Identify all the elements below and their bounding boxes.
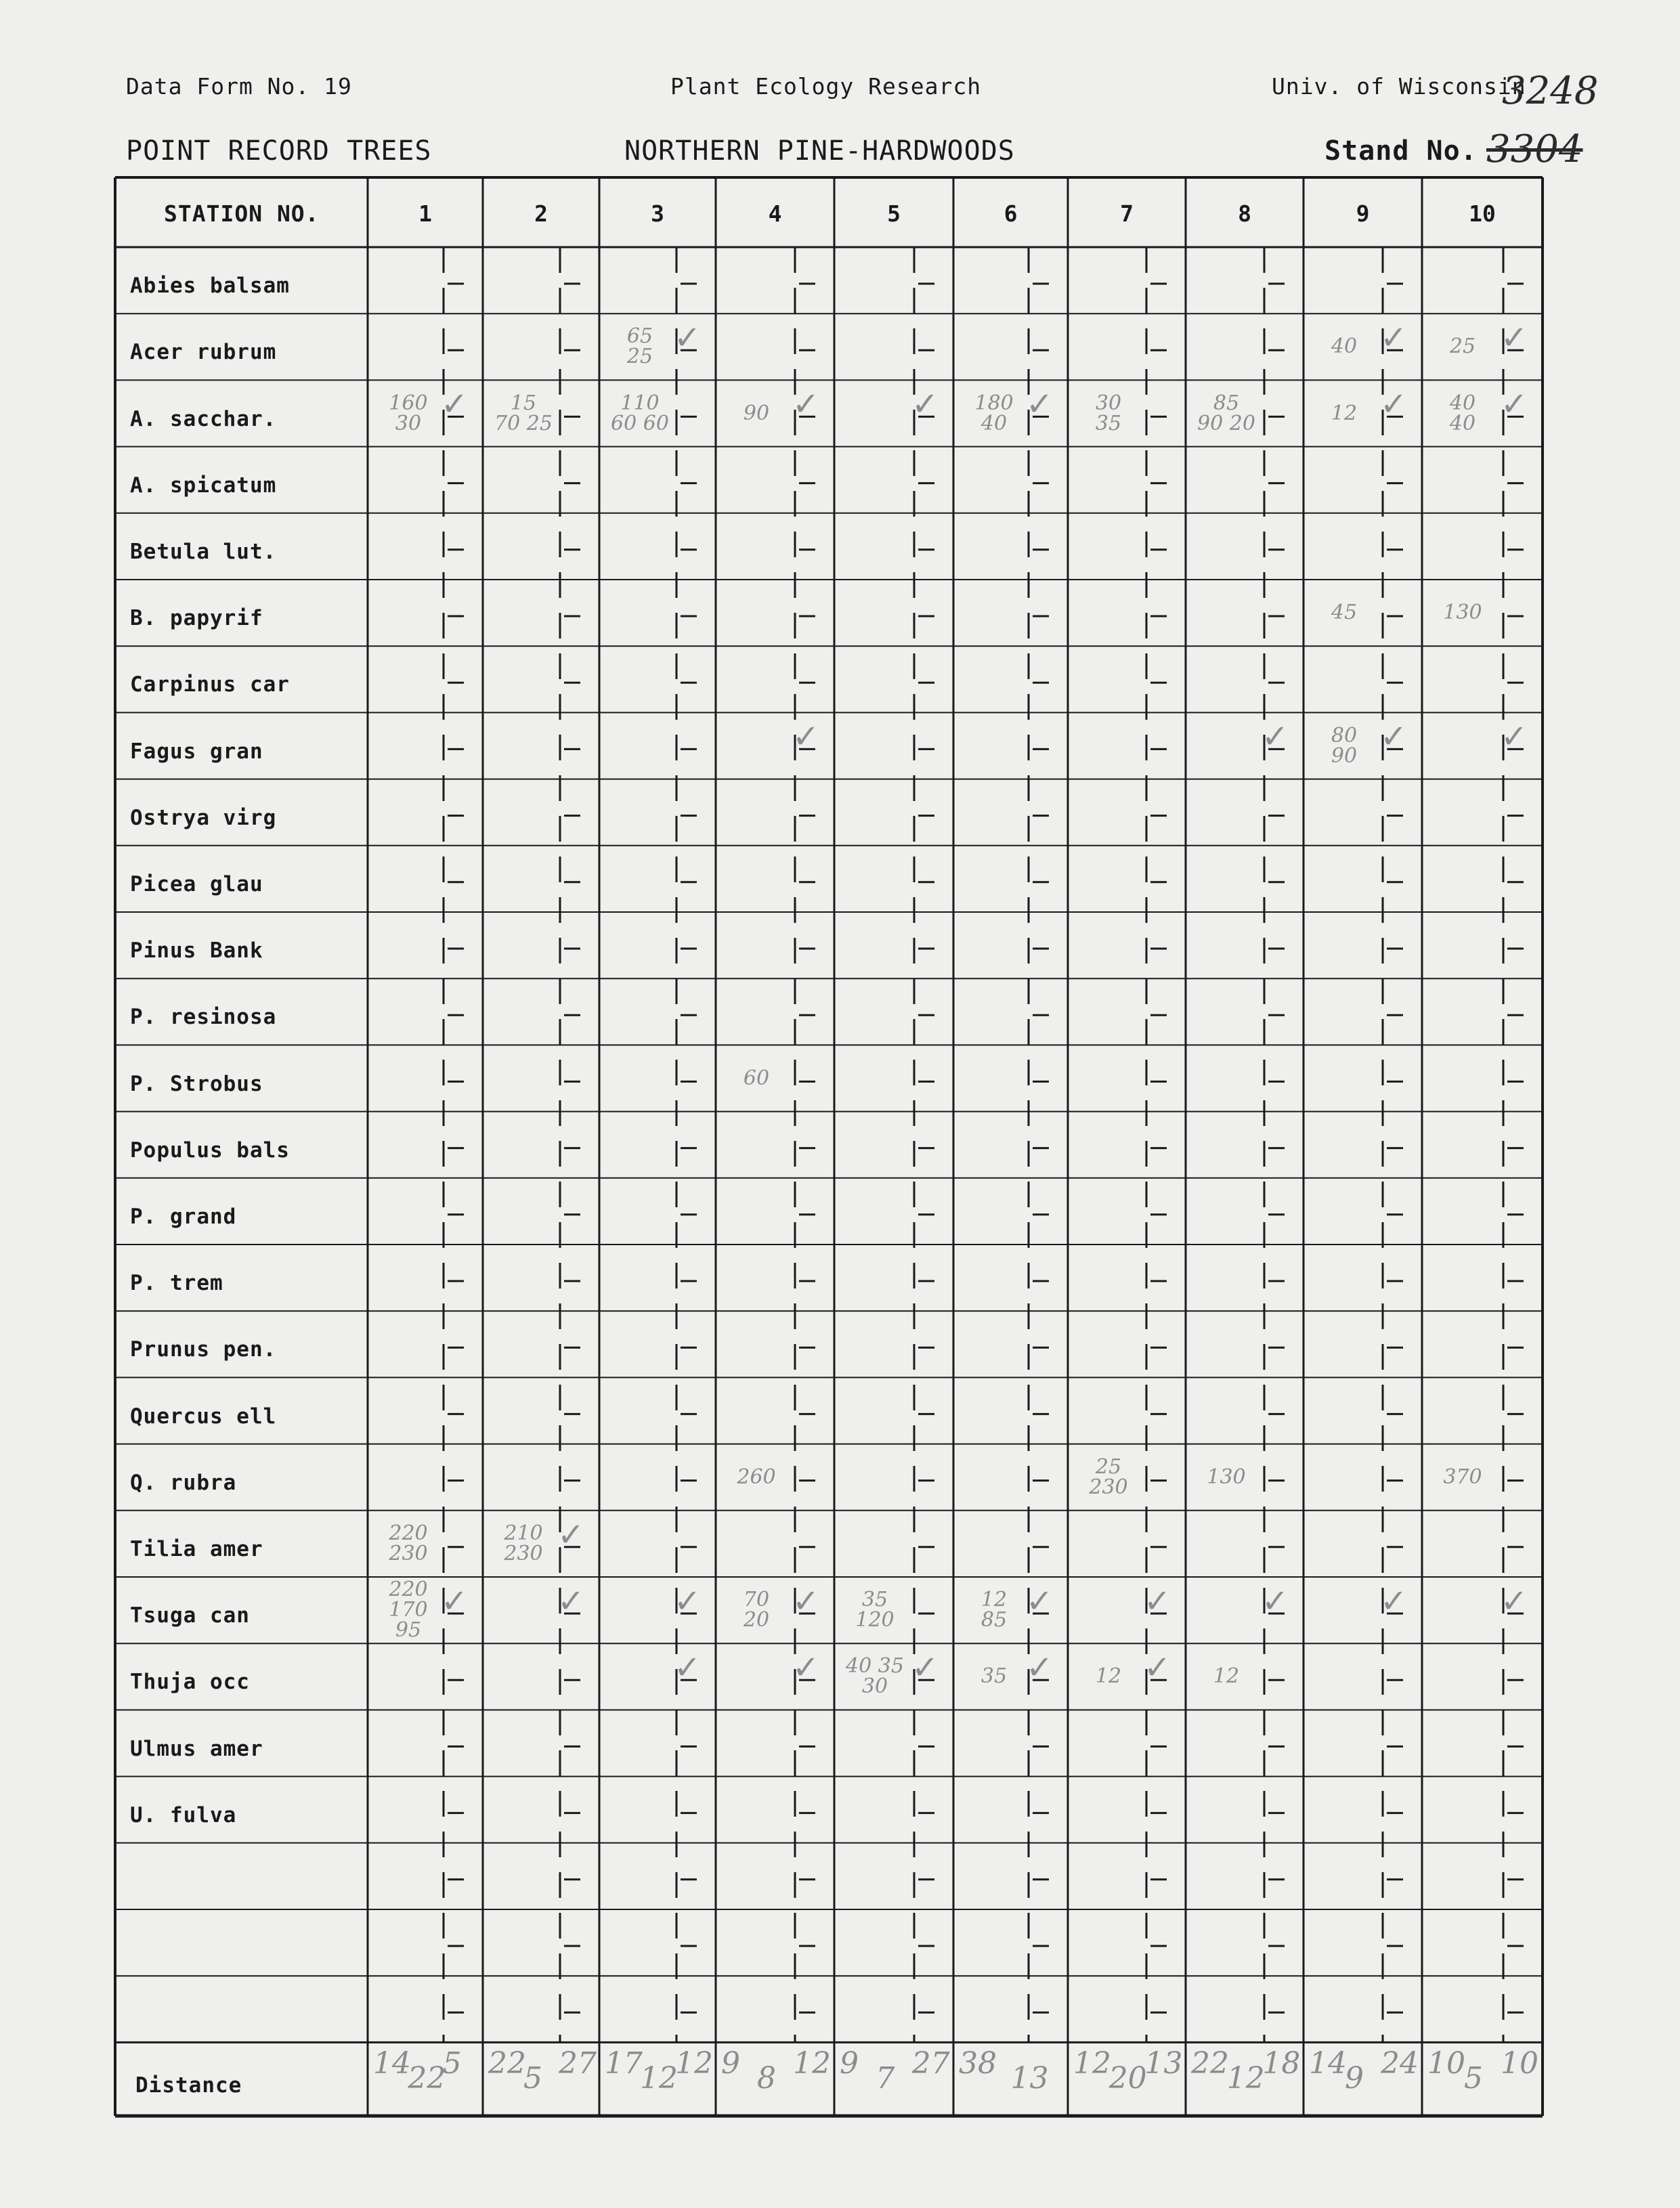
check-mark: ✓ — [674, 1649, 702, 1687]
handwritten-entry: 370 — [1443, 1465, 1482, 1489]
handwritten-entry: 130 — [1207, 1465, 1246, 1489]
distance-value: 13 — [1144, 2046, 1183, 2081]
distance-value: 9 — [840, 2046, 859, 2081]
distance-value: 7 — [876, 2061, 895, 2096]
stand-number-handwritten: 3248 — [1502, 69, 1599, 113]
form-title: POINT RECORD TREES — [126, 135, 432, 167]
handwritten-entry: 85 90 20 — [1197, 391, 1255, 435]
distance-value: 12 — [640, 2061, 678, 2096]
species-label: Q. rubra — [130, 1470, 237, 1495]
species-label: P. resinosa — [130, 1005, 277, 1030]
species-label: Populus bals — [130, 1138, 290, 1163]
distance-value: 9 — [721, 2046, 740, 2081]
handwritten-entry: 260 — [737, 1465, 776, 1489]
check-mark: ✓ — [792, 1649, 820, 1687]
check-mark: ✓ — [1501, 1582, 1528, 1620]
species-label: P. trem — [130, 1271, 223, 1296]
distance-value: 22 — [1191, 2046, 1229, 2081]
form-number: Data Form No. 19 — [126, 73, 352, 100]
check-mark: ✓ — [557, 1515, 585, 1554]
check-mark: ✓ — [1026, 1649, 1054, 1687]
distance-value: 12 — [793, 2046, 831, 2081]
distance-value: 38 — [959, 2046, 997, 2081]
handwritten-entry: 60 — [743, 1066, 770, 1090]
handwritten-entry: 15 70 25 — [494, 391, 553, 435]
check-mark: ✓ — [1380, 385, 1408, 424]
stand-number-crossed: 3304 — [1486, 127, 1583, 171]
check-mark: ✓ — [792, 1582, 820, 1620]
species-label: Abies balsam — [130, 274, 290, 299]
check-mark: ✓ — [1380, 718, 1408, 756]
distance-value: 14 — [373, 2046, 411, 2081]
check-mark: ✓ — [557, 1582, 585, 1620]
handwritten-entry: 35 — [981, 1664, 1008, 1689]
handwritten-entry: 80 90 — [1331, 723, 1358, 768]
handwritten-entry: 25 230 — [1089, 1454, 1128, 1499]
handwritten-entry: 210 230 — [504, 1521, 543, 1565]
distance-value: 9 — [1345, 2061, 1364, 2096]
check-mark: ✓ — [1380, 1582, 1408, 1620]
distance-value: 20 — [1108, 2061, 1147, 2096]
station-number: 4 — [768, 200, 782, 227]
check-mark: ✓ — [1026, 1582, 1054, 1620]
handwritten-entry: 45 — [1331, 601, 1358, 625]
check-mark: ✓ — [441, 1582, 469, 1620]
species-label: P. Strobus — [130, 1071, 263, 1096]
check-mark: ✓ — [911, 1649, 939, 1687]
check-mark: ✓ — [1262, 1582, 1289, 1620]
species-label: Quercus ell — [130, 1404, 277, 1429]
species-label: A. sacchar. — [130, 406, 277, 431]
forest-type: NORTHERN PINE-HARDWOODS — [624, 135, 1015, 167]
station-number: 3 — [651, 200, 664, 227]
check-mark: ✓ — [1380, 319, 1408, 358]
species-label: Thuja occ — [130, 1670, 250, 1695]
station-number: 6 — [1004, 200, 1018, 227]
check-mark: ✓ — [674, 319, 702, 358]
distance-value: 10 — [1427, 2046, 1465, 2081]
distance-value: 14 — [1309, 2046, 1347, 2081]
distance-value: 22 — [488, 2046, 526, 2081]
handwritten-entry: 130 — [1443, 601, 1482, 625]
handwritten-entry: 12 — [1095, 1664, 1122, 1689]
station-number: 2 — [534, 200, 548, 227]
distance-value: 5 — [1464, 2061, 1483, 2096]
station-number: 1 — [418, 200, 432, 227]
distance-value: 27 — [911, 2046, 950, 2081]
distance-value: 5 — [442, 2046, 462, 2081]
station-no-header: STATION NO. — [164, 200, 320, 227]
handwritten-entry: 12 85 — [981, 1588, 1008, 1632]
handwritten-entry: 65 25 — [626, 324, 653, 369]
check-mark: ✓ — [792, 718, 820, 756]
university: Univ. of Wisconsin — [1272, 73, 1526, 100]
species-label: Fagus gran — [130, 739, 263, 764]
distance-value: 10 — [1501, 2046, 1538, 2081]
station-number: 8 — [1238, 200, 1251, 227]
species-label: Tsuga can — [130, 1603, 250, 1628]
distance-value: 12 — [675, 2046, 713, 2081]
handwritten-entry: 40 40 — [1449, 391, 1476, 435]
check-mark: ✓ — [441, 385, 469, 424]
distance-value: 12 — [1073, 2046, 1111, 2081]
handwritten-entry: 30 35 — [1095, 391, 1122, 435]
check-mark: ✓ — [1144, 1649, 1171, 1687]
handwritten-entry: 40 35 30 — [846, 1654, 904, 1699]
station-number: 10 — [1469, 200, 1496, 227]
species-label: P. grand — [130, 1205, 237, 1230]
check-mark: ✓ — [1262, 718, 1289, 756]
species-label: Pinus Bank — [130, 938, 263, 964]
handwritten-entry: 35 120 — [855, 1588, 895, 1632]
check-mark: ✓ — [911, 385, 939, 424]
check-mark: ✓ — [1501, 385, 1528, 424]
species-label: U. fulva — [130, 1802, 237, 1827]
distance-value: 17 — [605, 2046, 643, 2081]
distance-value: 24 — [1381, 2046, 1419, 2081]
check-mark: ✓ — [1026, 385, 1054, 424]
species-label: Picea glau — [130, 872, 263, 897]
handwritten-entry: 12 — [1213, 1664, 1240, 1689]
species-label: Carpinus car — [130, 672, 290, 697]
check-mark: ✓ — [1501, 319, 1528, 358]
species-label: Acer rubrum — [130, 340, 277, 365]
stand-label: Stand No. — [1324, 135, 1478, 167]
distance-value: 18 — [1262, 2046, 1301, 2081]
handwritten-entry: 40 — [1331, 334, 1358, 359]
station-number: 7 — [1120, 200, 1134, 227]
handwritten-entry: 220 230 — [389, 1521, 428, 1565]
species-label: Tilia amer — [130, 1537, 263, 1562]
species-label: B. papyrif — [130, 606, 263, 631]
station-number: 9 — [1356, 200, 1370, 227]
species-label: Prunus pen. — [130, 1337, 277, 1362]
distance-value: 13 — [1010, 2061, 1049, 2096]
distance-value: 12 — [1226, 2061, 1265, 2096]
handwritten-entry: 110 60 60 — [611, 391, 669, 435]
handwritten-entry: 90 — [743, 401, 770, 425]
species-label: A. spicatum — [130, 473, 277, 498]
handwritten-entry: 160 30 — [389, 391, 428, 435]
distance-value: 8 — [757, 2061, 776, 2096]
handwritten-entry: 70 20 — [743, 1588, 770, 1632]
distance-value: 5 — [523, 2061, 542, 2096]
check-mark: ✓ — [1144, 1582, 1171, 1620]
species-label: Ulmus amer — [130, 1736, 263, 1761]
handwritten-entry: 12 — [1331, 401, 1358, 425]
handwritten-entry: 25 — [1449, 334, 1476, 359]
handwritten-entry: 180 40 — [974, 391, 1014, 435]
species-label: Betula lut. — [130, 540, 277, 565]
check-mark: ✓ — [792, 385, 820, 424]
distance-value: 22 — [408, 2061, 446, 2096]
check-mark: ✓ — [674, 1582, 702, 1620]
distance-label: Distance — [135, 2073, 242, 2098]
distance-value: 27 — [559, 2046, 597, 2081]
species-label: Ostrya virg — [130, 805, 277, 830]
handwritten-entry: 220 170 95 — [389, 1578, 428, 1643]
check-mark: ✓ — [1501, 718, 1528, 756]
station-number: 5 — [887, 200, 901, 227]
organization: Plant Ecology Research — [670, 73, 982, 100]
